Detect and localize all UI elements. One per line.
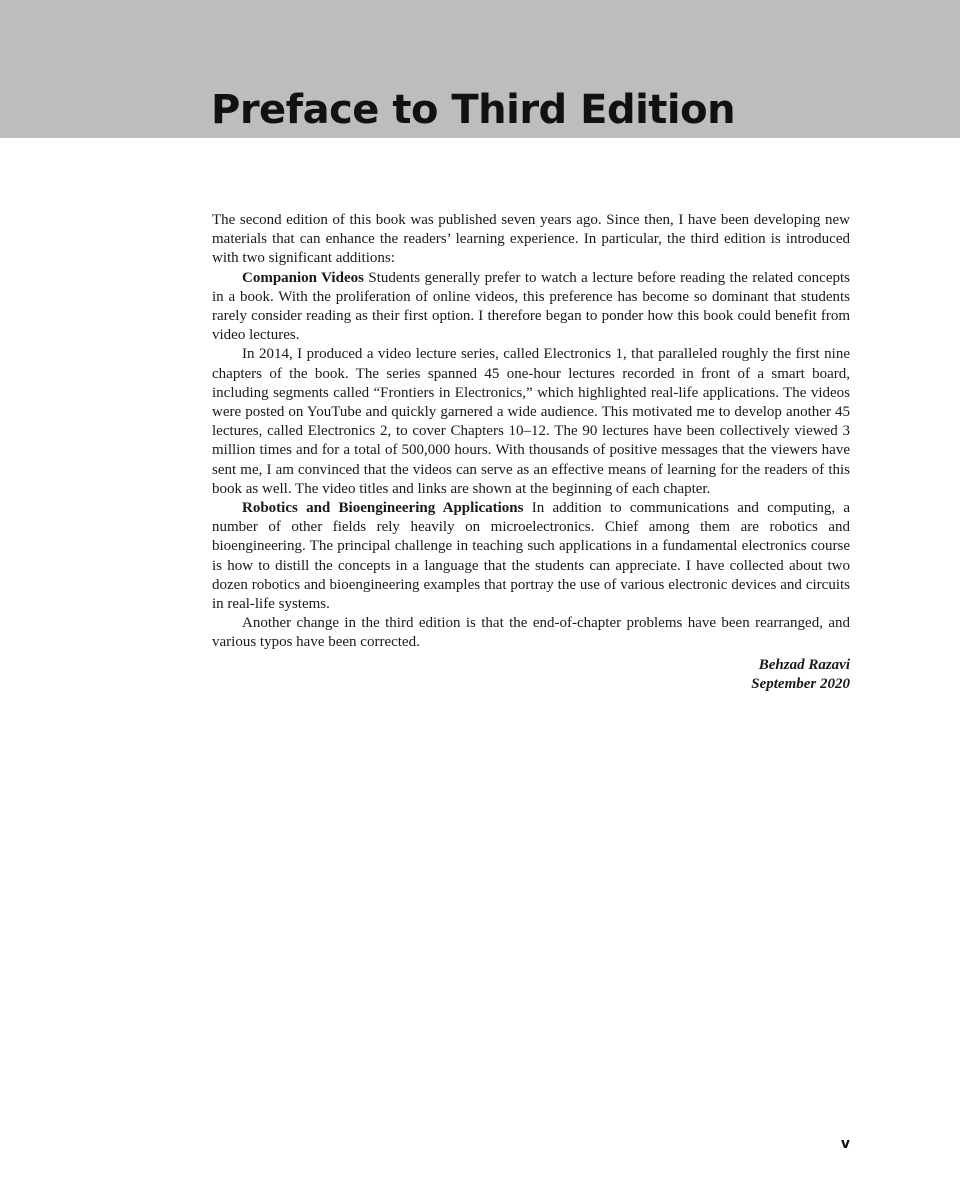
paragraph-companion-videos-text: Students generally prefer to watch a lecture before reading the related concepts in a book. With the proliferation of online videos, this preference has become so dominant that students rarely consider reading as their first option. I therefore began to ponder how this book could benefit from video lectures.	[212, 269, 850, 344]
paragraph-intro: The second edition of this book was published seven years ago. Since then, I have been developing new materials that can enhance the readers’ learning experience. In particular, the third edition is introduced with two significant additions:	[212, 212, 850, 267]
signature-date: September 2020	[751, 676, 850, 693]
chapter-title: Preface to Third Edition	[211, 87, 736, 133]
run-in-heading-companion-videos: Companion Videos	[242, 269, 364, 286]
run-in-heading-robotics-bioengineering: Robotics and Bioengineering Applications	[242, 500, 524, 517]
author-name: Behzad Razavi	[758, 656, 850, 673]
paragraph-other-changes: Another change in the third edition is that the end-of-chapter problems have been rearranged, and various typos have been corrected.	[212, 615, 850, 651]
paragraph-robotics-bioengineering-text: In addition to communications and computing, a number of other fields rely heavily on microelectronics. Chief among them are robotics and bioengineering. The principal challenge in teaching such applications in a fundamental electronics course is how to distill the concepts in a language that the students can appreciate. I have collected about two dozen robotics and bioengineering examples that portray the use of various electronic devices and circuits in real-life systems.	[212, 500, 850, 613]
paragraph-robotics-bioengineering	[212, 499, 850, 614]
preface-body	[212, 211, 850, 695]
paragraph-companion-videos	[212, 269, 850, 346]
page-number: v	[840, 1136, 850, 1152]
paragraph-video-series: In 2014, I produced a video lecture series, called Electronics 1, that paralleled roughly the first nine chapters of the book. The series spanned 45 one-hour lectures recorded in front of a smart board, including segments called “Frontiers in Electronics,” which highlighted real-life applications. The videos were posted on YouTube and quickly garnered a wide audience. This motivated me to develop another 45 lectures, called Electronics 2, to cover Chapters 10–12. The 90 lectures have been collectively viewed 3 million times and for a total of 500,000 hours. With thousands of positive messages that the viewers have sent me, I am convinced that the videos can serve as an effective means of learning for the readers of this book as well. The video titles and links are shown at the beginning of each chapter.	[212, 346, 850, 497]
signature-block	[212, 656, 850, 695]
